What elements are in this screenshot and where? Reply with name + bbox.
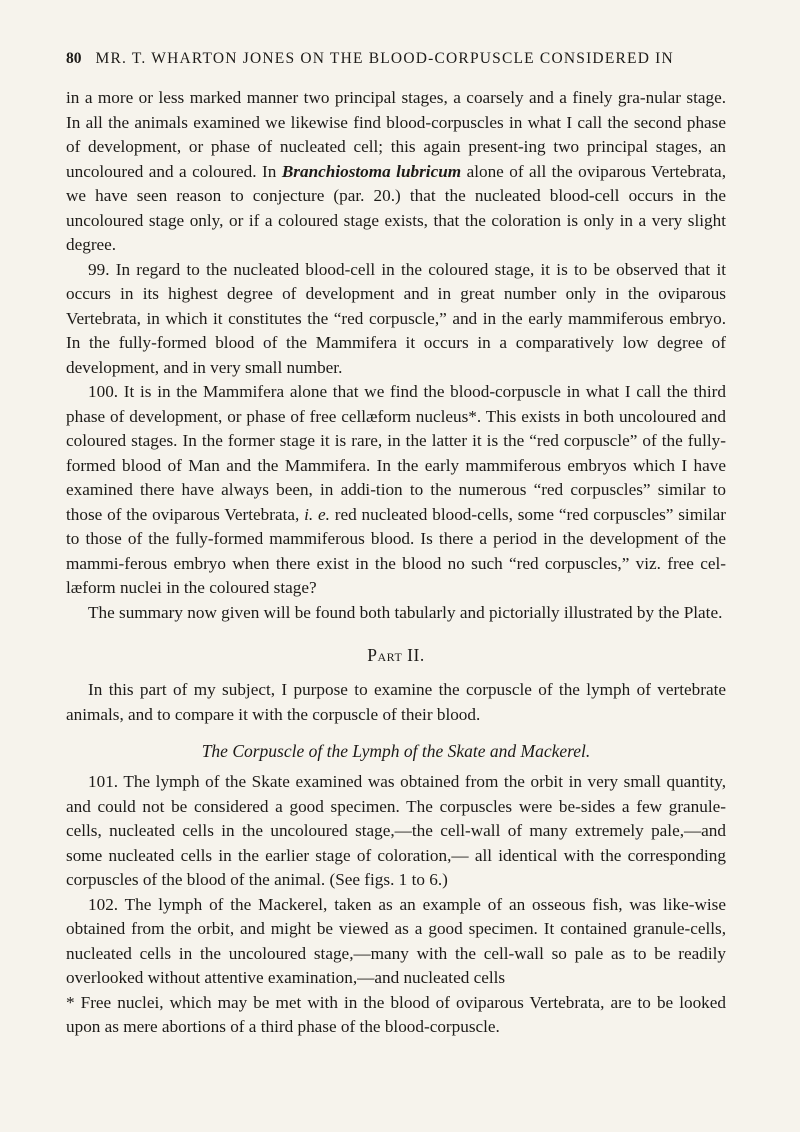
paragraph-part2-intro: In this part of my subject, I purpose to examine the corpuscle of the lymph of vertebrate animals, and to compare it with the corpuscle of their blood. <box>66 680 726 724</box>
paragraph-100-b: red nucleated blood-cells, some “red corpuscles” similar to those of the fully-formed mammiferous blood. Is there a period in the development of the mammi-ferous embryo when there exist in the blood no such “red corpuscles,” viz. free cel-læform nuclei in the coloured stage? <box>66 504 726 597</box>
part-heading: Part II. <box>367 645 425 665</box>
paragraph-summary: The summary now given will be found both tabularly and pictorially illustrated by the Plate. <box>88 602 723 622</box>
paragraph-99: 99. In regard to the nucleated blood-cell in the coloured stage, it is to be observed that it occurs in its highest degree of development and in great number only in the oviparous Vertebrata, in which it constitutes the “red corpuscle,” and in the early mammiferous embryo. In the fully-formed blood of the Mammifera it occurs in a comparatively low degree of development, and in very small number. <box>66 259 726 377</box>
paragraph-102: 102. The lymph of the Mackerel, taken as an example of an osseous fish, was like-wise obtained from the orbit, and might be viewed as a good specimen. It contained granule-cells, nucleated cells in the uncoloured stage,—many with the cell-wall so pale as to be readily overlooked without attentive examination,—and nucleated cells <box>66 894 726 987</box>
running-head <box>66 50 740 68</box>
paragraph-101: 101. The lymph of the Skate examined was obtained from the orbit in very small quantity, and could not be considered a good specimen. The corpuscles were be-sides a few granule-cells, nucleated cells in the uncoloured stage,—the cell-wall of many extremely pale,—and some nucleated cells in the earlier stage of coloration,— all identical with the corresponding corpuscles of the blood of the animal. (See figs. 1 to 6.) <box>66 772 726 889</box>
paragraph-intro-rest: alone of all the oviparous Vertebrata, we have seen reason to conjecture (par. 20.) that the nucleated blood-cell occurs in the uncoloured stage only, or if a coloured stage exists, that the coloration is only in a very slight degree. <box>66 161 726 254</box>
paragraph-intro-text: in a more or less marked manner two principal stages, a coarsely and a finely gra-nular stage. In all the animals examined we likewise find blood-corpuscles in what I call the second phase of development, or phase of nucleated cell; this again present-ing two principal stages, an uncoloured and a coloured. In <box>66 88 726 181</box>
paragraph-100-a: 100. It is in the Mammifera alone that we find the blood-corpuscle in what I call the third phase of development, or phase of free cellæform nucleus*. This exists in both uncoloured and coloured stages. In the former stage it is rare, in the latter it is the “red corpuscle” of the fully-formed blood of Man and the Mammifera. In the early mammiferous embryos which I have examined there have always been, in addi-tion to the numerous “red corpuscles” similar to those of the oviparous Vertebrata, <box>66 382 726 524</box>
page-number: 80 <box>66 50 82 67</box>
paragraph-intro <box>66 86 726 258</box>
footnote: * Free nuclei, which may be met with in the blood of oviparous Vertebrata, are to be looked upon as mere abortions of a third phase of the blood-corpuscle. <box>66 992 726 1036</box>
paragraph-100-ie: i. e. <box>304 504 330 524</box>
species-name: Branchiostoma lubricum <box>281 161 462 181</box>
paragraph-100 <box>66 380 726 601</box>
section-heading: The Corpuscle of the Lymph of the Skate and Mackerel. <box>201 741 591 761</box>
body-text <box>66 86 726 1040</box>
running-title: MR. T. WHARTON JONES ON THE BLOOD-CORPUSCLE CONSIDERED IN <box>95 50 674 67</box>
